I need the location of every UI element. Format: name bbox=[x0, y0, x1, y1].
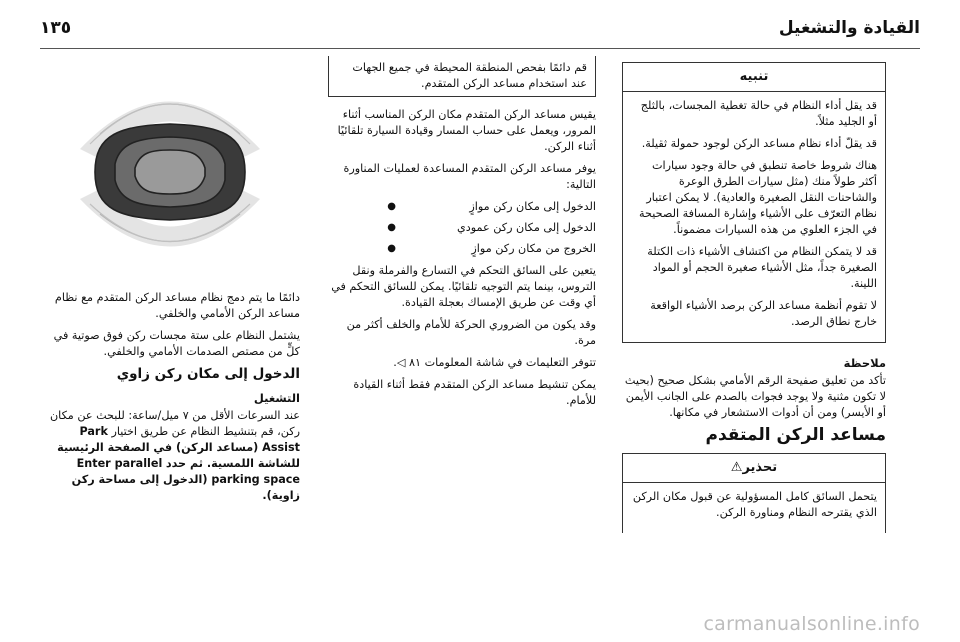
list-item: الدخول إلى مكان ركن عمودي ● bbox=[328, 220, 596, 236]
chapter-title: القيادة والتشغيل bbox=[778, 18, 920, 38]
section-title: مساعد الركن المتقدم bbox=[705, 425, 886, 445]
body-paragraph: يقيس مساعد الركن المتقدم مكان الركن المناسب أثناء المرور، ويعمل على حساب المسار وقيادة السيارة تلقائيًا أثناء الركن. bbox=[337, 108, 596, 153]
note-paragraph: قد يقلّ أداء نظام مساعد الركن لوجود حمولة ثقيلة. bbox=[641, 137, 877, 150]
note-paragraph: لا تقوم أنظمة مساعد الركن برصد الأشياء الواقعة خارج نطاق الرصد. bbox=[650, 299, 877, 328]
body-paragraph: يتعين على السائق التحكم في التسارع والفرملة ونقل التروس، بينما يتم التوجيه تلقائيًا. يمكن للسائق التحكم في أي وقت عن طريق الإمساك بعجلة القيادة. bbox=[331, 264, 596, 309]
note-heading: تنبيه bbox=[623, 63, 885, 92]
car-body bbox=[95, 124, 245, 220]
car-sensor-illustration bbox=[40, 64, 300, 274]
page-header bbox=[40, 18, 920, 46]
note-paragraph: قد يقل أداء النظام في حالة تغطية المجسات، بالثلج أو الجليد مثلاً. bbox=[640, 99, 877, 128]
body-paragraph: تتوفر التعليمات في شاشة المعلومات ٨١ ◁. bbox=[393, 356, 596, 369]
body-paragraph: وقد يكون من الضروري الحركة للأمام والخلف أكثر من مرة. bbox=[346, 318, 596, 347]
warning-text: يتحمل السائق كامل المسؤولية عن قبول مكان الركن الذي يقترحه النظام ومناورة الركن. bbox=[632, 490, 877, 519]
top-warning-box-continued bbox=[328, 56, 596, 97]
operation-label: التشغيل bbox=[253, 391, 300, 405]
note-paragraph: هناك شروط خاصة تنطبق في حالة وجود سيارات أكثر طولاً منك (مثل سيارات الطرق الوعرة والشاحنات النقل الصغيرة والعادية). لا يمكن اعتبار نظام التعرّف على الأشياء وإشارة المسافة الصحيحة في الجزء العلوي من هذه السيارات مضموناً. bbox=[639, 159, 877, 236]
note-box bbox=[622, 62, 886, 343]
warning-heading: تحذير⚠ bbox=[623, 454, 885, 483]
body-paragraph: دائمًا ما يتم دمج نظام مساعد الركن المتقدم مع نظام مساعد الركن الأمامي والخلفي. bbox=[54, 291, 300, 320]
note-paragraph: قد لا يتمكن النظام من اكتشاف الأشياء ذات الكتلة الصغيرة جداً، مثل الأشياء صغيرة الحجم أو المواد اللينة. bbox=[647, 245, 877, 290]
body-paragraph: يمكن تنشيط مساعد الركن المتقدم فقط أثناء القيادة للأمام. bbox=[353, 378, 596, 407]
middle-column bbox=[328, 62, 596, 415]
watermark: carmanualsonline.info bbox=[703, 613, 920, 635]
page-number: ١٣٥ bbox=[40, 18, 72, 38]
subsection-title: الدخول إلى مكان ركن زاوي bbox=[116, 366, 300, 382]
body-paragraph: يشتمل النظام على ستة مجسات ركن فوق صوتية في كلٍّ من مصتص الصدمات الأمامي والخلفي. bbox=[53, 329, 300, 358]
warning-box bbox=[622, 453, 886, 533]
list-item: الدخول إلى مكان ركن موازٍ ● bbox=[328, 199, 596, 215]
menu-item-enter-parallel: Enter parallel parking space (الدخول إلى مساحة ركن زاوية). bbox=[71, 457, 300, 502]
list-item: الخروج من مكان ركن موازٍ ● bbox=[328, 241, 596, 257]
remark-label: ملاحظة bbox=[843, 356, 886, 370]
menu-item-park-assist: Park Assist (مساعد الركن) في الصفحة الرئيسية للشاشة اللمسية. ثم حدد bbox=[57, 425, 300, 470]
body-text: عند السرعات الأقل من ٧ ميل/ساعة: للبحث عن مكان ركن، قم بتنشيط النظام عن طريق اختيار bbox=[49, 409, 300, 438]
left-column bbox=[40, 290, 300, 504]
top-box-text: قم دائمًا بفحص المنطقة المحيطة في جميع الجهات عند استخدام مساعد الركن المتقدم. bbox=[352, 61, 587, 90]
body-paragraph: يوفر مساعد الركن المتقدم المساعدة لعمليات المناورة التالية: bbox=[343, 162, 596, 191]
remark-text: تأكد من تعليق صفيحة الرقم الأمامي بشكل صحيح (بحيث لا تكون مثنية ولا يوجد فجوات بالصدم على الجانب الأيمن أو الأيسر) ومن أن أدوات الاستشعار في مكانها. bbox=[624, 374, 886, 419]
header-rule bbox=[40, 48, 920, 49]
maneuver-list bbox=[328, 199, 596, 257]
right-column bbox=[622, 62, 886, 533]
